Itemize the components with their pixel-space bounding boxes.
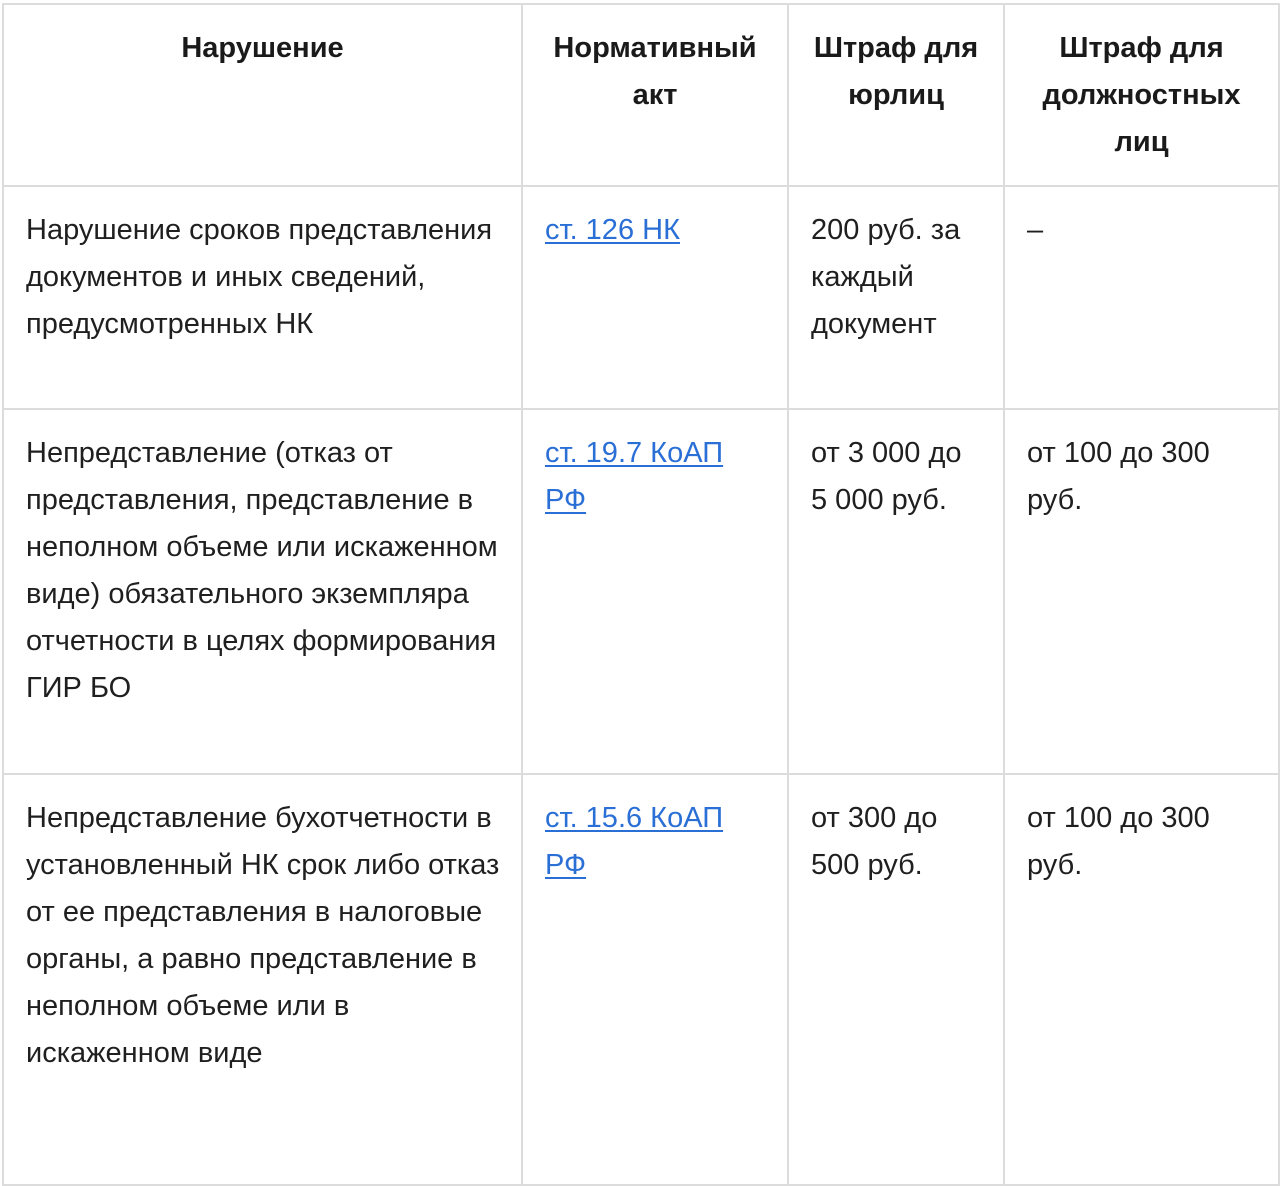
- table-row: [3, 409, 1279, 774]
- act-cell: [522, 409, 788, 774]
- act-cell: [522, 186, 788, 409]
- act-cell: [522, 774, 788, 1185]
- violation-cell: Нарушение сроков представления документов и иных сведений, предусмотренных НК: [3, 186, 522, 409]
- table-row: [3, 186, 1279, 409]
- fine-legal-cell: от 300 до 500 руб.: [788, 774, 1004, 1185]
- header-act: Нормативный акт: [522, 4, 788, 186]
- fines-table: [2, 3, 1280, 1186]
- table-header-row: [3, 4, 1279, 186]
- table-row: [3, 774, 1279, 1185]
- fine-legal-cell: от 3 000 до 5 000 руб.: [788, 409, 1004, 774]
- violation-cell: Непредставление (отказ от представления, представление в неполном объеме или искаженном виде) обязательного экземпляра отчетности в целях формирования ГИР БО: [3, 409, 522, 774]
- fine-official-cell: от 100 до 300 руб.: [1004, 409, 1279, 774]
- fine-legal-cell: 200 руб. за каждый документ: [788, 186, 1004, 409]
- law-link[interactable]: ст. 126 НК: [545, 214, 680, 246]
- header-fine-official: Штраф для должностных лиц: [1004, 4, 1279, 186]
- violation-cell: Непредставление бухотчетности в установленный НК срок либо отказ от ее представления в налоговые органы, а равно представление в неполном объеме или в искаженном виде: [3, 774, 522, 1185]
- fine-official-cell: от 100 до 300 руб.: [1004, 774, 1279, 1185]
- law-link[interactable]: ст. 19.7 КоАП РФ: [545, 437, 724, 516]
- law-link[interactable]: ст. 15.6 КоАП РФ: [545, 802, 724, 881]
- header-violation: Нарушение: [3, 4, 522, 186]
- header-fine-legal: Штраф для юрлиц: [788, 4, 1004, 186]
- fine-official-cell: –: [1004, 186, 1279, 409]
